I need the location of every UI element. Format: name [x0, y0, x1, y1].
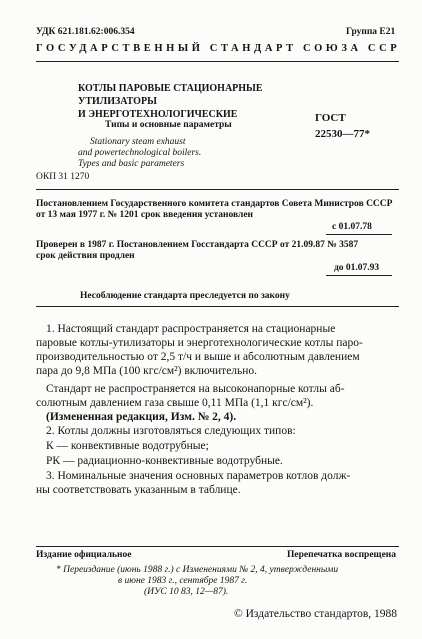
amendment-note: (Измененная редакция, Изм. № 2, 4).	[46, 411, 237, 423]
extension-date-underline	[326, 275, 392, 276]
title-rule	[36, 189, 399, 190]
paragraph-4-line-2: ны соответствовать указанным в таблице.	[36, 484, 241, 496]
reprint-prohibited-label: Перепечатка воспрещена	[287, 550, 397, 560]
official-edition-label: Издание официальное	[36, 550, 132, 560]
extension-date: до 01.07.93	[334, 263, 380, 273]
paragraph-2-line-1: Стандарт не распространяется на высоконапорные котлы аб-	[46, 383, 345, 395]
okp-code: ОКП 31 1270	[36, 172, 90, 182]
footer-rule	[36, 546, 399, 547]
decree-line-2: от 13 мая 1977 г. № 1201 срок введения установлен	[36, 210, 254, 220]
title-line-1: КОТЛЫ ПАРОВЫЕ СТАЦИОНАРНЫЕ	[78, 83, 263, 94]
verification-line-2: срок действия продлен	[36, 251, 135, 261]
english-title-line-1: Stationary steam exhaust	[90, 137, 186, 147]
title-line-3: И ЭНЕРГОТЕХНОЛОГИЧЕСКИЕ	[78, 109, 238, 120]
paragraph-1-line-4: пара до 9,8 МПа (100 кгс/см²) включительно.	[36, 365, 258, 377]
introduction-date: с 01.07.78	[332, 222, 372, 232]
paragraph-1-line-3: производительностью от 2,5 т/ч и выше и абсолютным давлением	[36, 351, 360, 363]
reissue-note-line-3: (ИУС 10 83, 12—87).	[144, 587, 229, 597]
type-rk: РК — радиационно-конвективные водотрубные.	[46, 455, 283, 467]
state-standard-banner: ГОСУДАРСТВЕННЫЙ СТАНДАРТ СОЮЗА ССР	[36, 43, 401, 54]
introduction-date-underline	[326, 234, 392, 235]
paragraph-4-line-1: 3. Номинальные значения основных параметров котлов долж-	[46, 470, 351, 482]
reissue-note-line-2: в июне 1983 г., сентябре 1987 г.	[118, 576, 248, 586]
verification-line-1: Проверен в 1987 г. Постановлением Госстандарта СССР от 21.09.87 № 3587	[36, 240, 359, 250]
type-k: К — конвективные водотрубные;	[46, 440, 209, 452]
copyright-line: © Издательство стандартов, 1988	[234, 608, 398, 620]
title-subtitle: Типы и основные параметры	[105, 120, 232, 130]
paragraph-3: 2. Котлы должны изготовляться следующих типов:	[46, 425, 296, 437]
title-line-2: УТИЛИЗАТОРЫ	[78, 96, 157, 107]
reissue-note-line-1: * Переиздание (июнь 1988 г.) с Изменениями № 2, 4, утвержденными	[56, 565, 339, 575]
english-title-line-3: Types and basic parameters	[78, 159, 185, 169]
paragraph-1-line-1: 1. Настоящий стандарт распространяется на стационарные	[46, 323, 336, 335]
paragraph-2-line-2: солютным давлением газа свыше 0,11 МПа (1,1 кгс/см²).	[36, 397, 314, 409]
gost-number: 22530—77*	[315, 128, 370, 140]
english-title-line-2: and powertechnological boilers.	[78, 148, 202, 158]
group-code: Группа Е21	[346, 27, 396, 37]
decree-line-1: Постановлением Государственного комитета стандартов Совета Министров СССР	[36, 199, 393, 209]
paragraph-1-line-2: паровые котлы-утилизаторы и энерготехнологические котлы паро-	[36, 337, 363, 349]
gost-label: ГОСТ	[315, 112, 346, 124]
udk-code: УДК 621.181.62:006.354	[36, 27, 135, 37]
legal-notice: Несоблюдение стандарта преследуется по закону	[80, 291, 290, 301]
notice-rule	[36, 306, 399, 307]
header-rule	[36, 61, 399, 62]
